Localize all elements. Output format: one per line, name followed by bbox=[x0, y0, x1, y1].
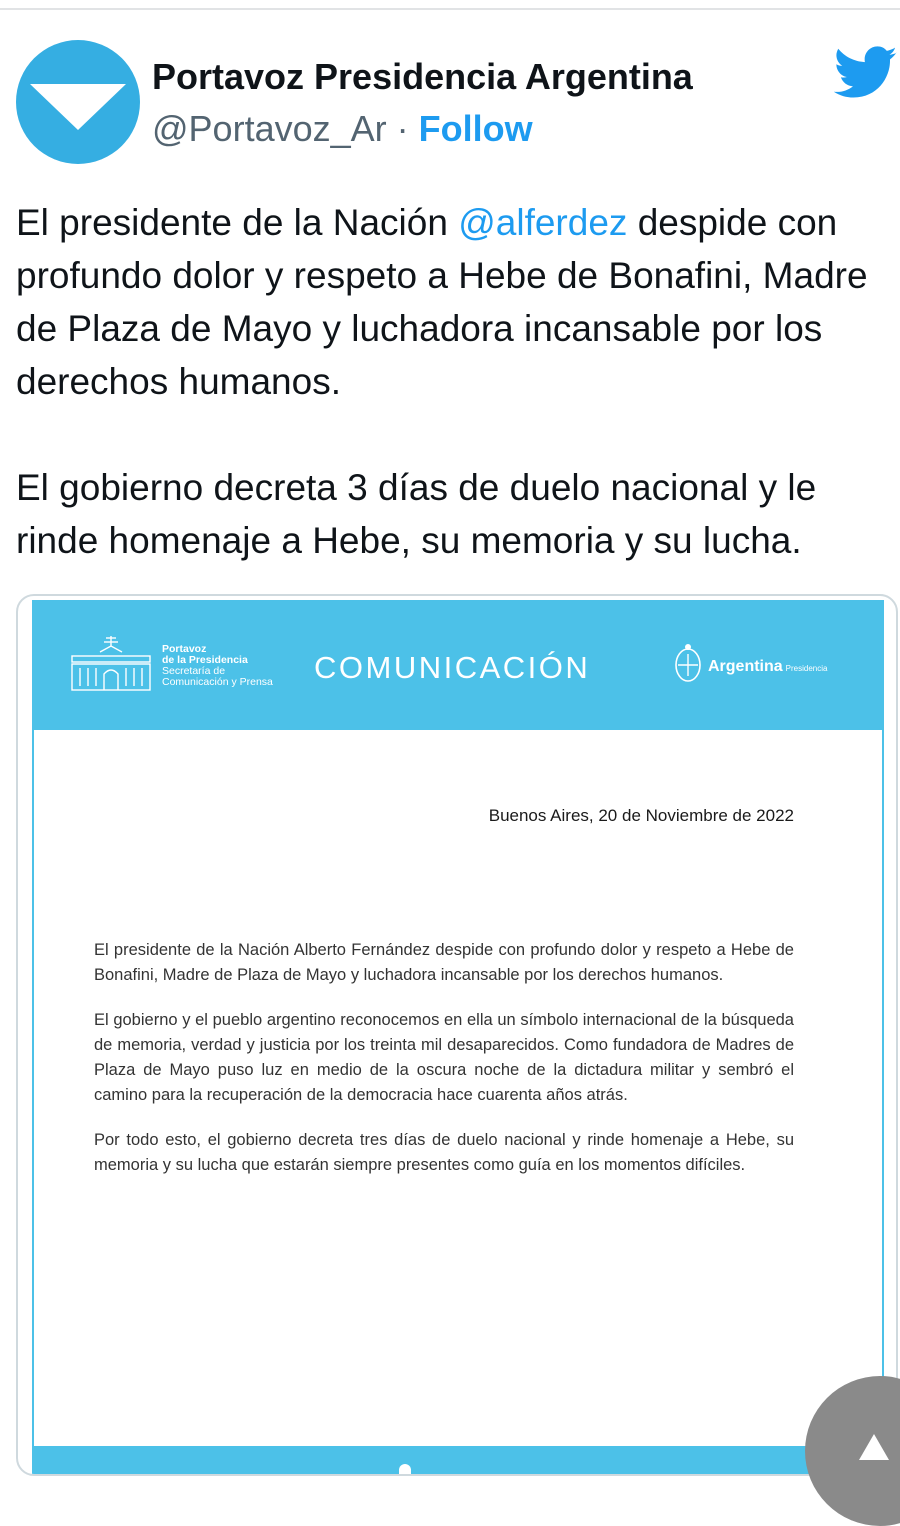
document-paragraph: Por todo esto, el gobierno decreta tres días de duelo nacional y rinde homenaje a Hebe, su memoria y su lucha que estarán siempre presentes como guía en los momentos difíciles. bbox=[94, 1131, 794, 1174]
issuer-line-4: Comunicación y Prensa bbox=[162, 676, 273, 688]
meta-separator: · bbox=[396, 108, 409, 149]
follow-button[interactable]: Follow bbox=[418, 108, 533, 149]
footer-emblem-icon bbox=[399, 1464, 411, 1476]
tweet-text-prefix: El presidente de la Nación bbox=[16, 202, 459, 243]
author-name[interactable]: Portavoz Presidencia Argentina bbox=[152, 56, 693, 97]
country-name: Argentina bbox=[708, 658, 783, 675]
document-date: Buenos Aires, 20 de Noviembre de 2022 bbox=[488, 806, 794, 825]
document-paragraph: El presidente de la Nación Alberto Fernández despide con profundo dolor y respeto a Hebe de Bonafini, Madre de Plaza de Mayo y luchadora incansable por los derechos humanos. bbox=[94, 941, 794, 984]
country-mark bbox=[708, 658, 827, 676]
twitter-bird-icon[interactable] bbox=[834, 46, 898, 100]
document-footer-band bbox=[34, 1446, 882, 1476]
document-header-band bbox=[34, 602, 882, 730]
country-sub: Presidencia bbox=[785, 664, 828, 673]
tweet-text bbox=[16, 196, 896, 567]
author-meta bbox=[152, 108, 533, 150]
down-triangle-avatar-icon bbox=[16, 40, 140, 164]
issuer-line-3: Secretaría de bbox=[162, 665, 226, 677]
paragraph-gap bbox=[16, 408, 896, 461]
issuer-block bbox=[162, 644, 273, 688]
tweet-text-suffix: despide con profundo dolor y respeto a Hebe de Bonafini, Madre de Plaza de Mayo y luchadora incansable por los derechos humanos. bbox=[16, 202, 868, 402]
document-title: COMUNICACIÓN bbox=[314, 650, 591, 685]
tweet-header bbox=[0, 0, 900, 180]
tweet-media-image[interactable] bbox=[16, 594, 898, 1476]
tweet-paragraph: El gobierno decreta 3 días de duelo nacional y le rinde homenaje a Hebe, su memoria y su lucha. bbox=[16, 467, 817, 561]
press-release-document bbox=[32, 600, 884, 1474]
author-handle[interactable]: @Portavoz_Ar bbox=[152, 108, 387, 149]
casa-rosada-icon bbox=[70, 634, 152, 694]
tweet-paragraph bbox=[16, 196, 896, 408]
mention-link[interactable]: @alferdez bbox=[458, 202, 628, 243]
issuer-line-2: de la Presidencia bbox=[162, 654, 248, 666]
author-avatar[interactable] bbox=[16, 40, 140, 164]
issuer-line-1: Portavoz bbox=[162, 643, 207, 655]
document-paragraph: El gobierno y el pueblo argentino reconocemos en ella un símbolo internacional de la búsqueda de memoria, verdad y justicia por los treinta mil desaparecidos. Como fundadora de Madres de Plaza de Mayo puso luz en medio de la oscura noche de la dictadura militar y sembró el camino para la recuperación de la democracia hace cuarenta años atrás. bbox=[94, 1011, 794, 1104]
argentina-seal-icon bbox=[674, 642, 702, 684]
scroll-to-top-icon bbox=[857, 1432, 891, 1462]
document-body bbox=[94, 938, 794, 1198]
